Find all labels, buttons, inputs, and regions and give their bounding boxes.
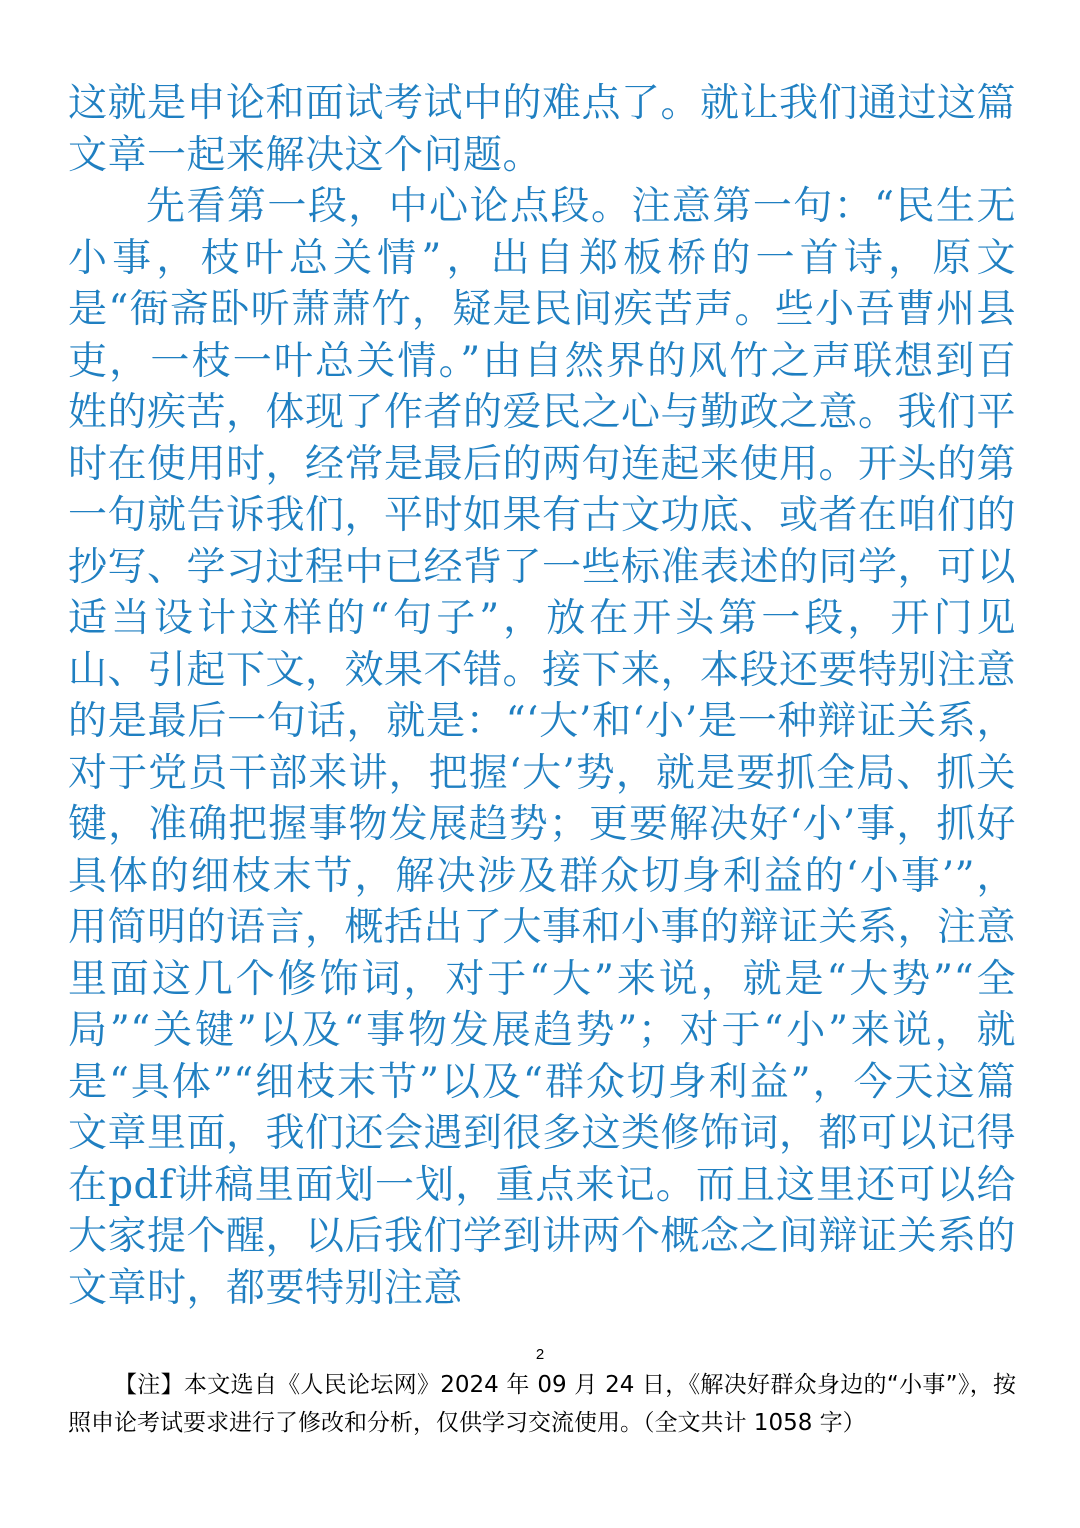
footnote xyxy=(68,1366,1016,1442)
article-body xyxy=(68,78,1016,1314)
body-paragraph: 先看第一段，中心论点段。注意第一句：“民生无小事，枝叶总关情”，出自郑板桥的一首诗，原文是“衙斋卧听萧萧竹，疑是民间疾苦声。些小吾曹州县吏，一枝一叶总关情。”由自然界的风竹之声联想到百姓的疾苦，体现了作者的爱民之心与勤政之意。我们平时在使用时，经常是最后的两句连起来使用。开头的第一句就告诉我们，平时如果有古文功底、或者在咱们的抄写、学习过程中已经背了一些标准表述的同学，可以适当设计这样的“句子”，放在开头第一段，开门见山、引起下文，效果不错。接下来，本段还要特别注意的是最后一句话，就是：“‘大’和‘小’是一种辩证关系，对于党员干部来讲，把握‘大’势，就是要抓全局、抓关键，准确把握事物发展趋势；更要解决好‘小’事，抓好具体的细枝末节，解决涉及群众切身利益的‘小事’”，用简明的语言，概括出了大事和小事的辩证关系，注意里面这几个修饰词，对于“大”来说，就是“大势”“全局”“关键”以及“事物发展趋势”；对于“小”来说，就是“具体”“细枝末节”以及“群众切身利益”，今天这篇文章里面，我们还会遇到很多这类修饰词，都可以记得在pdf讲稿里面划一划，重点来记。而且这里还可以给大家提个醒，以后我们学到讲两个概念之间辩证关系的文章时，都要特别注意 xyxy=(68,184,1017,1311)
footnote-text: 【注】本文选自《人民论坛网》2024 年 09 月 24 日，《解决好群众身边的“小事”》，按照申论考试要求进行了修改和分析，仅供学习交流使用。（全文共计 1058 字） xyxy=(68,1372,1016,1436)
body-paragraph-continued: 这就是申论和面试考试中的难点了。就让我们通过这篇文章一起来解决这个问题。 xyxy=(68,81,1017,178)
page-number: 2 xyxy=(535,1346,545,1363)
